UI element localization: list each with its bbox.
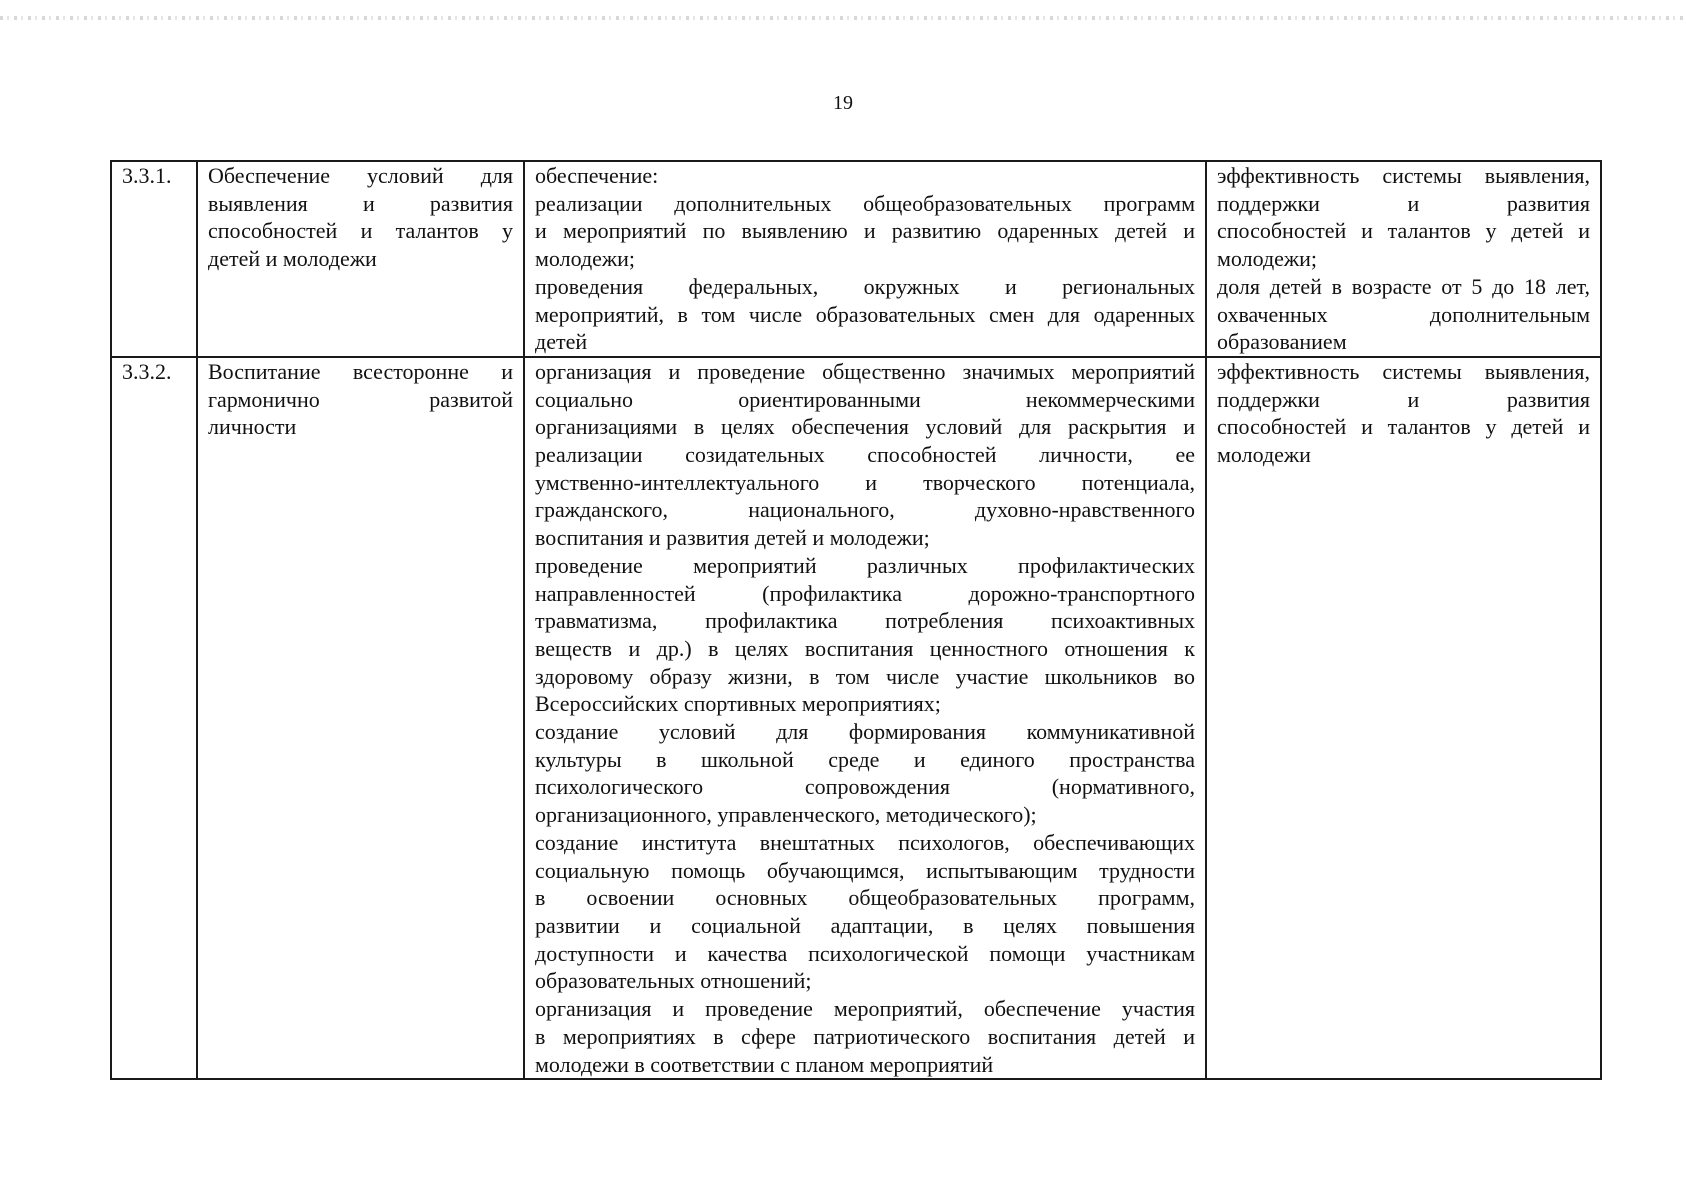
indicator-line: эффективность системы выявления,: [1217, 163, 1590, 188]
measure-line: создание условий для формирования коммуникативной: [535, 719, 1195, 745]
measure-line: организационного, управленческого, методического);: [535, 802, 1037, 828]
indicator-line: молодежи: [1217, 442, 1311, 468]
row-number: 3.3.2.: [122, 358, 172, 384]
measure-line: проведения федеральных, окружных и региональных: [535, 273, 1195, 299]
measure-line: социальную помощь обучающимся, испытывающим трудности: [535, 857, 1195, 883]
table-body: [111, 161, 1601, 1079]
table-row: [111, 161, 1601, 357]
measure-line: детей: [535, 329, 588, 355]
measure-line: молодежи в соответствии с планом мероприятий: [535, 1051, 994, 1077]
measure-line: гражданского, национального, духовно-нравственного: [535, 497, 1195, 523]
page-number: 19: [833, 92, 853, 114]
measure-line: проведение мероприятий различных профилактических: [535, 552, 1195, 578]
measure-paragraph: [535, 273, 1195, 356]
measure-line: развитии и социальной адаптации, в целях повышения: [535, 912, 1195, 938]
table-row: [111, 357, 1601, 1079]
measure-line: мероприятий, в том числе образовательных смен для одаренных: [535, 301, 1195, 327]
scan-edge-artifact: [0, 16, 1686, 20]
measure-line: обеспечение:: [535, 163, 659, 188]
row-title-cell: [197, 357, 524, 1079]
row-title-line: Обеспечение условий для: [208, 163, 513, 188]
row-measures-cell: [524, 161, 1206, 357]
indicator-line: молодежи;: [1217, 246, 1318, 272]
measure-line: молодежи;: [535, 246, 636, 272]
measure-line: в мероприятиях в сфере патриотического воспитания детей и: [535, 1023, 1195, 1049]
row-number: 3.3.1.: [122, 163, 172, 188]
measure-paragraph: [535, 190, 1195, 273]
row-indicators-cell: [1206, 357, 1601, 1079]
measure-paragraph: [535, 358, 1195, 552]
measure-line: воспитания и развития детей и молодежи;: [535, 525, 930, 551]
indicator-line: способностей и талантов у детей и: [1217, 218, 1590, 244]
measure-paragraph: [535, 995, 1195, 1078]
indicator-line: способностей и талантов у детей и: [1217, 414, 1590, 440]
measure-line: в освоении основных общеобразовательных программ,: [535, 885, 1195, 911]
measure-paragraph: [535, 552, 1195, 718]
row-number-cell: [111, 161, 197, 357]
measure-line: организация и проведение мероприятий, обеспечение участия: [535, 996, 1195, 1022]
row-title-line: личности: [208, 414, 297, 440]
measure-line: направленностей (профилактика дорожно-транспортного: [535, 580, 1195, 606]
measure-line: доступности и качества психологической помощи участникам: [535, 940, 1195, 966]
measure-line: образовательных отношений;: [535, 968, 812, 994]
measure-line: организация и проведение общественно значимых мероприятий: [535, 358, 1195, 384]
indicator-line: образованием: [1217, 329, 1347, 355]
row-number-cell: [111, 357, 197, 1079]
measure-line: веществ и др.) в целях воспитания ценностного отношения к: [535, 635, 1195, 661]
row-measures-cell: [524, 357, 1206, 1079]
indicator-line: охваченных дополнительным: [1217, 301, 1590, 327]
measure-line: культуры в школьной среде и единого пространства: [535, 746, 1195, 772]
indicator-line: поддержки и развития: [1217, 386, 1590, 412]
row-indicators-cell: [1206, 161, 1601, 357]
measure-paragraph: [535, 829, 1195, 995]
measure-line: Всероссийских спортивных мероприятиях;: [535, 691, 941, 717]
measure-line: создание института внештатных психологов, обеспечивающих: [535, 829, 1195, 855]
indicator-line: доля детей в возрасте от 5 до 18 лет,: [1217, 273, 1590, 299]
indicator-paragraph: [1217, 162, 1590, 273]
measure-line: умственно-интеллектуального и творческого потенциала,: [535, 469, 1195, 495]
measure-line: социально ориентированными некоммерческими: [535, 386, 1195, 412]
measure-paragraph: [535, 162, 1195, 190]
measures-table: [110, 160, 1602, 1080]
row-title-line: способностей и талантов у: [208, 218, 513, 244]
row-title-line: выявления и развития: [208, 190, 513, 216]
indicator-paragraph: [1217, 273, 1590, 356]
row-title-line: детей и молодежи: [208, 246, 377, 272]
indicator-paragraph: [1217, 358, 1590, 469]
measure-line: травматизма, профилактика потребления психоактивных: [535, 608, 1195, 634]
row-title-cell: [197, 161, 524, 357]
measure-line: реализации созидательных способностей личности, ее: [535, 442, 1195, 468]
indicator-line: поддержки и развития: [1217, 190, 1590, 216]
measure-line: и мероприятий по выявлению и развитию одаренных детей и: [535, 218, 1195, 244]
measure-line: здоровому образу жизни, в том числе участие школьников во: [535, 663, 1195, 689]
measure-line: психологического сопровождения (нормативного,: [535, 774, 1195, 800]
indicator-line: эффективность системы выявления,: [1217, 358, 1590, 384]
row-title-line: гармонично развитой: [208, 386, 513, 412]
measure-line: организациями в целях обеспечения условий для раскрытия и: [535, 414, 1195, 440]
row-title-line: Воспитание всесторонне и: [208, 358, 513, 384]
measure-line: реализации дополнительных общеобразовательных программ: [535, 190, 1195, 216]
measure-paragraph: [535, 718, 1195, 829]
